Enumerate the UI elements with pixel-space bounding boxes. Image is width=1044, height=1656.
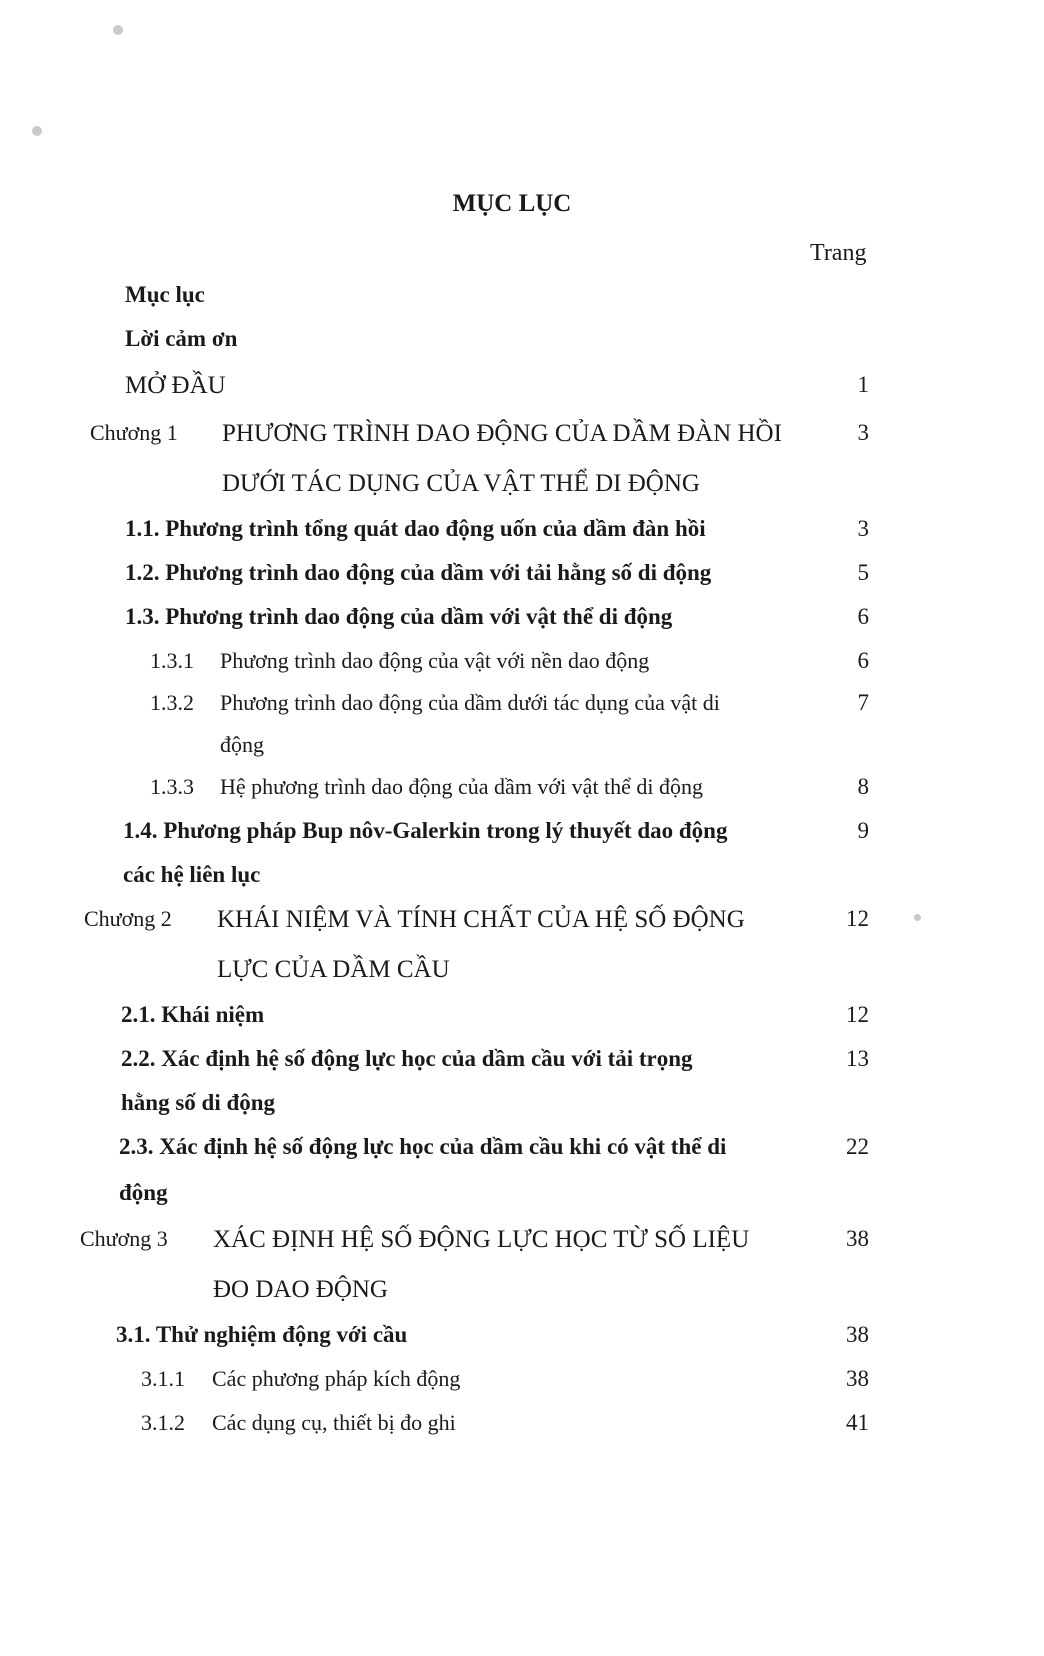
subsection-number: 1.3.3 xyxy=(150,774,194,799)
entry-page: 5 xyxy=(857,560,869,585)
entry-text: hằng số di động xyxy=(121,1090,276,1115)
entry-text: 2.1. Khái niệm xyxy=(121,1002,265,1027)
subsection-number: 3.1.2 xyxy=(141,1410,185,1435)
entry-text: PHƯƠNG TRÌNH DAO ĐỘNG CỦA DẦM ĐÀN HỒI xyxy=(222,420,782,447)
scan-speck xyxy=(113,25,123,35)
toc-entry-continuation xyxy=(0,956,1044,990)
toc-entry-continuation xyxy=(0,862,1044,896)
toc-entry[interactable] xyxy=(0,516,1044,550)
toc-entry[interactable] xyxy=(0,1002,1044,1036)
entry-page: 12 xyxy=(846,906,869,931)
entry-text: 1.1. Phương trình tổng quát dao động uốn của dầm đàn hồi xyxy=(125,516,706,541)
subsection-number: 3.1.1 xyxy=(141,1366,185,1391)
entry-text: ĐO DAO ĐỘNG xyxy=(213,1276,388,1303)
entry-text: Mục lục xyxy=(125,282,205,307)
toc-entry[interactable] xyxy=(0,282,1044,316)
subsection-number: 1.3.2 xyxy=(150,690,194,715)
entry-text: 3.1. Thử nghiệm động với cầu xyxy=(116,1322,408,1347)
entry-text: Các dụng cụ, thiết bị đo ghi xyxy=(212,1410,456,1435)
entry-text: các hệ liên lục xyxy=(123,862,261,887)
entry-text: 2.3. Xác định hệ số động lực học của dầm cầu khi có vật thể di xyxy=(119,1134,727,1159)
entry-page: 6 xyxy=(857,604,869,629)
toc-entry[interactable] xyxy=(0,560,1044,594)
entry-text: Hệ phương trình dao động của dầm với vật thể di động xyxy=(220,774,704,799)
entry-text: động xyxy=(220,732,264,757)
entry-text: Các phương pháp kích động xyxy=(212,1366,461,1391)
toc-entry-continuation xyxy=(0,1276,1044,1310)
toc-entry-sub[interactable] xyxy=(0,1366,1044,1400)
entry-text: động xyxy=(119,1180,168,1205)
toc-entry-chapter[interactable] xyxy=(0,906,1044,940)
entry-text: 1.4. Phương pháp Bup nôv-Galerkin trong lý thuyết dao động xyxy=(123,818,728,843)
entry-page: 9 xyxy=(857,818,869,843)
entry-text: 1.3. Phương trình dao động của dầm với vật thể di động xyxy=(125,604,673,629)
toc-entry[interactable] xyxy=(0,372,1044,406)
toc-entry[interactable] xyxy=(0,326,1044,360)
scan-speck xyxy=(32,126,42,136)
toc-entry-sub[interactable] xyxy=(0,648,1044,682)
toc-entry-chapter[interactable] xyxy=(0,420,1044,454)
entry-page: 3 xyxy=(857,516,869,541)
entry-page: 6 xyxy=(857,648,869,673)
toc-entry-continuation xyxy=(0,1090,1044,1124)
entry-page: 13 xyxy=(846,1046,869,1071)
entry-page: 38 xyxy=(846,1226,869,1251)
toc-entry-chapter[interactable] xyxy=(0,1226,1044,1260)
toc-title: MỤC LỤC xyxy=(452,190,572,217)
chapter-label: Chương 2 xyxy=(84,906,172,931)
entry-page: 3 xyxy=(857,420,869,445)
entry-text: Phương trình dao động của vật với nền dao động xyxy=(220,648,650,673)
entry-text: KHÁI NIỆM VÀ TÍNH CHẤT CỦA HỆ SỐ ĐỘNG xyxy=(217,906,745,933)
toc-entry-continuation xyxy=(0,732,1044,766)
entry-text: 1.2. Phương trình dao động của dầm với tải hằng số di động xyxy=(125,560,712,585)
entry-page: 8 xyxy=(857,774,869,799)
toc-entry[interactable] xyxy=(0,818,1044,852)
chapter-label: Chương 3 xyxy=(80,1226,168,1251)
chapter-label: Chương 1 xyxy=(90,420,178,445)
toc-entry-sub[interactable] xyxy=(0,690,1044,724)
toc-entry[interactable] xyxy=(0,604,1044,638)
toc-entry-sub[interactable] xyxy=(0,1410,1044,1444)
entry-page: 41 xyxy=(846,1410,869,1435)
entry-page: 7 xyxy=(857,690,869,715)
entry-text: Phương trình dao động của dầm dưới tác dụng của vật di xyxy=(220,690,720,715)
subsection-number: 1.3.1 xyxy=(150,648,194,673)
toc-entry-continuation xyxy=(0,470,1044,504)
entry-text: LỰC CỦA DẦM CẦU xyxy=(217,956,450,983)
entry-page: 38 xyxy=(846,1322,869,1347)
entry-text: MỞ ĐẦU xyxy=(125,372,226,399)
toc-entry[interactable] xyxy=(0,1134,1044,1168)
entry-page: 22 xyxy=(846,1134,869,1159)
entry-text: XÁC ĐỊNH HỆ SỐ ĐỘNG LỰC HỌC TỪ SỐ LIỆU xyxy=(213,1226,750,1253)
entry-text: 2.2. Xác định hệ số động lực học của dầm cầu với tải trọng xyxy=(121,1046,693,1071)
entry-page: 38 xyxy=(846,1366,869,1391)
entry-text: DƯỚI TÁC DỤNG CỦA VẬT THỂ DI ĐỘNG xyxy=(222,470,700,497)
toc-entry[interactable] xyxy=(0,1322,1044,1356)
toc-entry[interactable] xyxy=(0,1046,1044,1080)
entry-page: 1 xyxy=(857,372,869,397)
entry-page: 12 xyxy=(846,1002,869,1027)
toc-entry-sub[interactable] xyxy=(0,774,1044,808)
page-column-label: Trang xyxy=(810,240,867,266)
entry-text: Lời cảm ơn xyxy=(125,326,238,351)
toc-entry-continuation xyxy=(0,1180,1044,1214)
